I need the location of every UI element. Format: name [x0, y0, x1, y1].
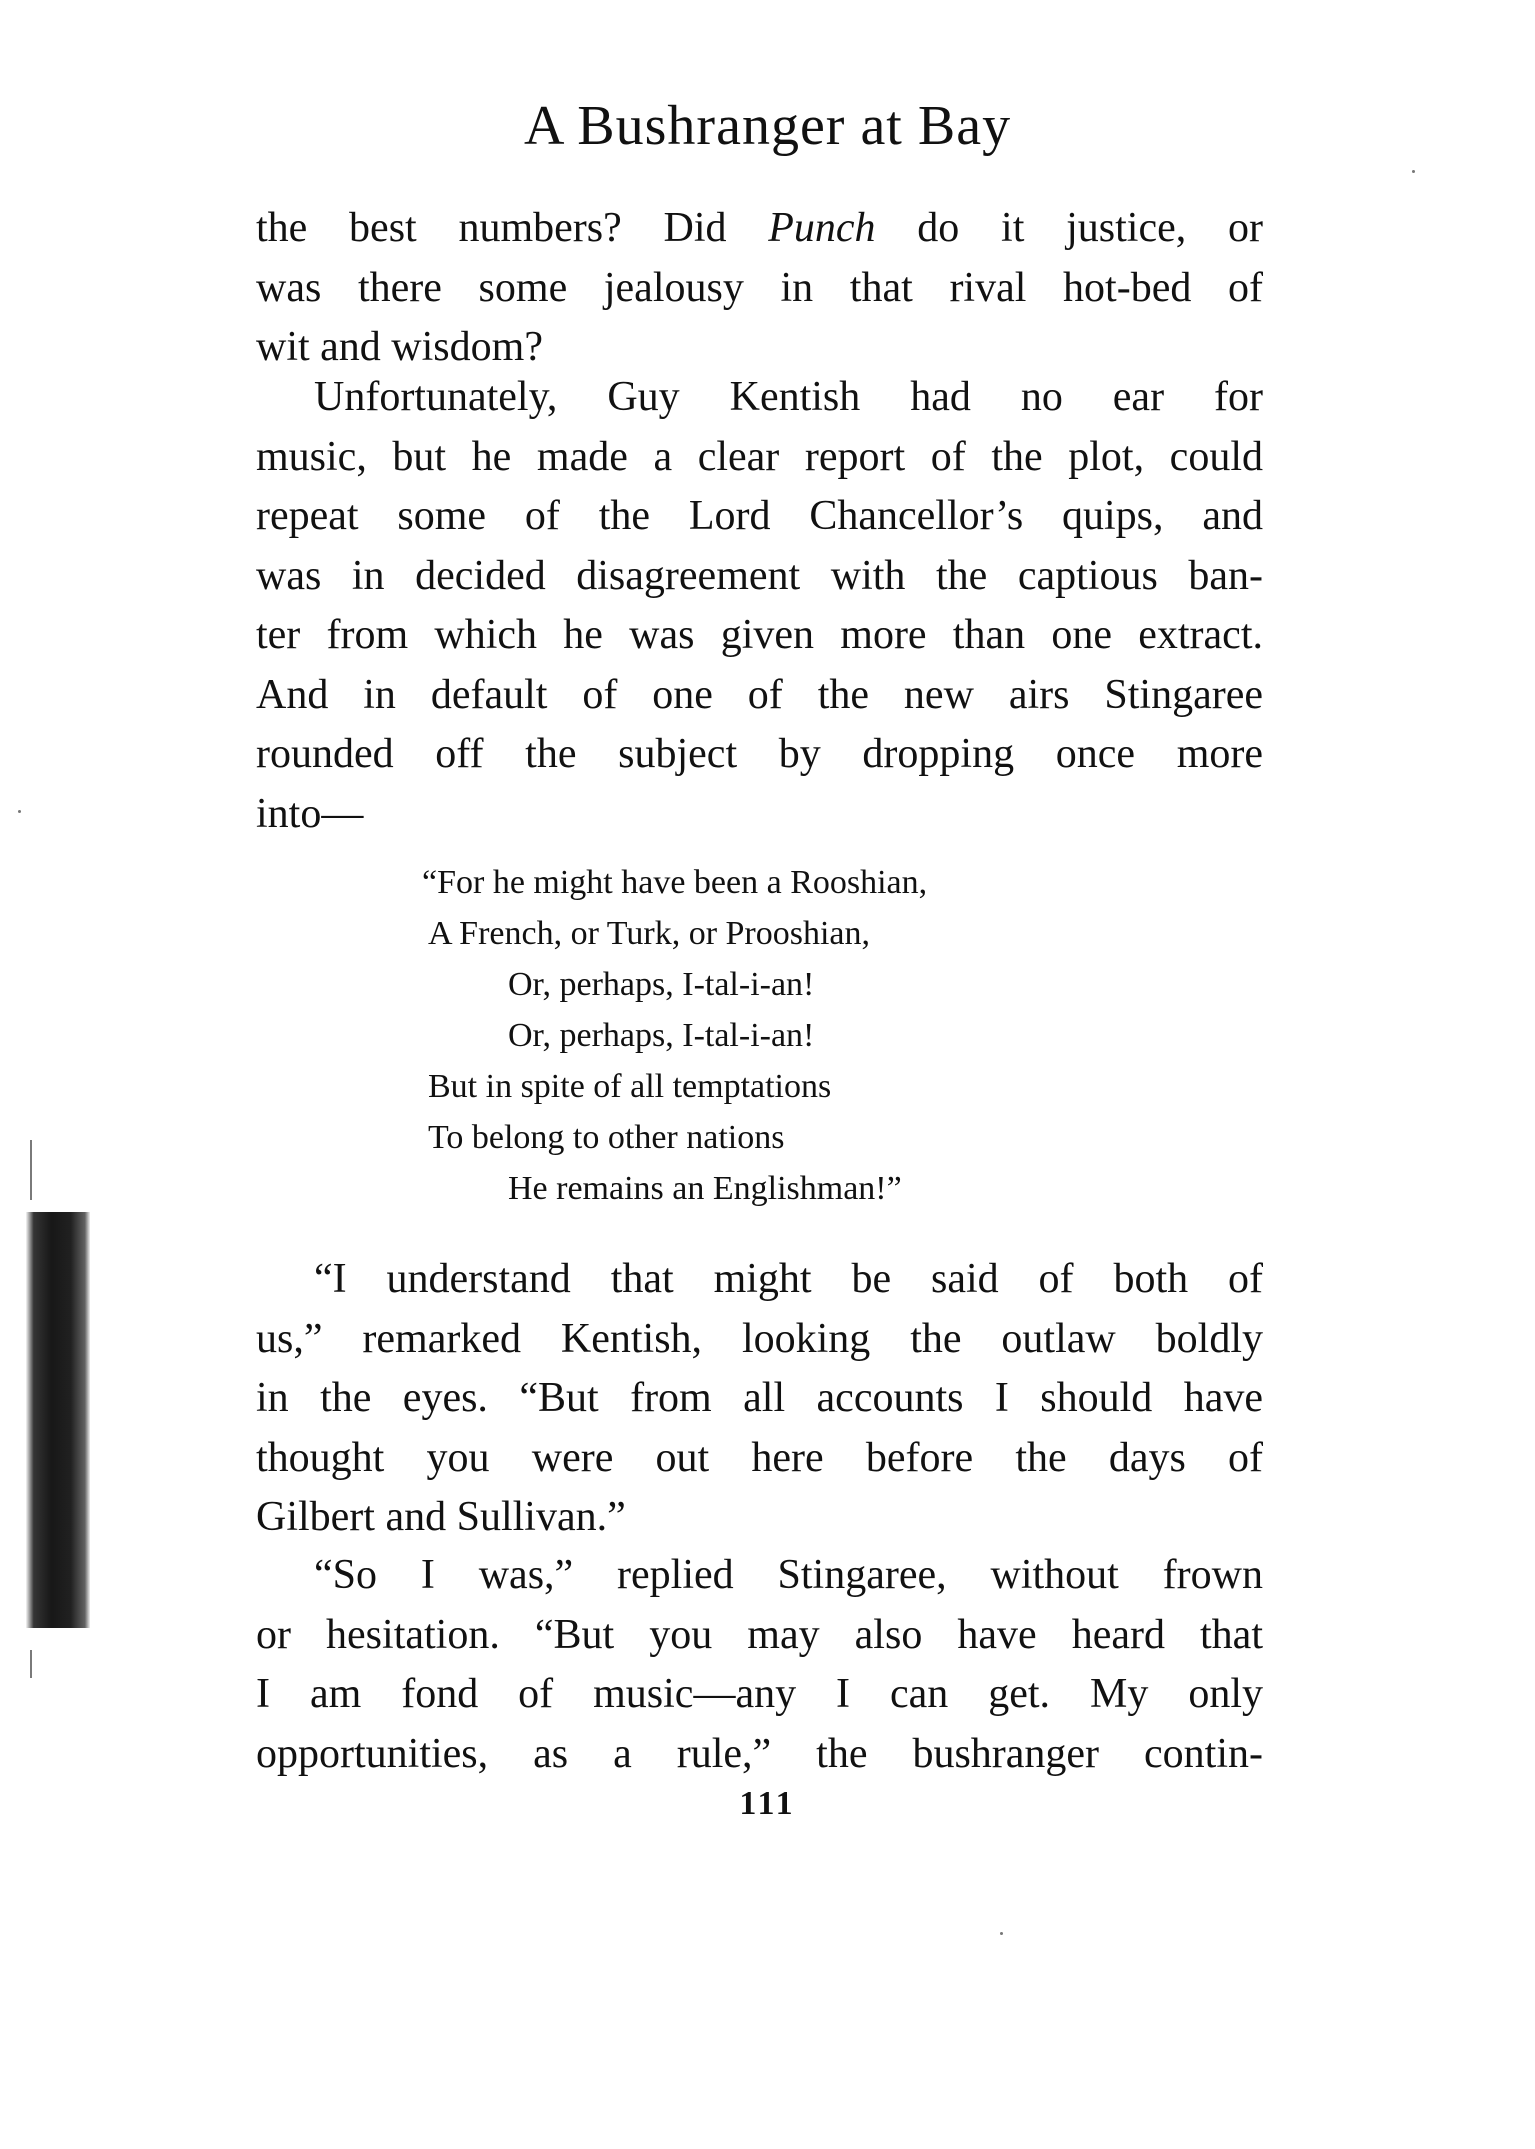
text-line: wit and wisdom? [256, 324, 543, 370]
text-line: Unfortunately, Guy Kentish had no ear for [314, 374, 1263, 420]
paragraph [256, 1250, 1263, 1548]
text-line: us,” remarked Kentish, looking the outlaw boldly [256, 1315, 1263, 1362]
text-line: into— [256, 790, 364, 837]
text-line: music, but he made a clear report of the plot, could [256, 433, 1263, 480]
text-line: repeat some of the Lord Chancellor’s quips, and [256, 493, 1263, 539]
text-line: I am fond of music—any I can get. My only [256, 1671, 1263, 1717]
scan-dot-artifact [1000, 1932, 1003, 1935]
periodical-title: Punch [768, 205, 876, 251]
paragraph-continued [256, 199, 1263, 378]
verse-line: But in spite of all temptations [428, 1068, 832, 1105]
text-line: Gilbert and Sullivan.” [256, 1494, 626, 1540]
text-line: or hesitation. “But you may also have heard that [256, 1611, 1263, 1658]
verse-line: “For he might have been a Rooshian, [422, 864, 928, 901]
scan-speck-artifact [30, 1650, 32, 1678]
text-line: was there some jealousy in that rival hot-bed of [256, 264, 1263, 311]
text-line: “I understand that might be said of both of [314, 1256, 1263, 1302]
verse-line: A French, or Turk, or Prooshian, [428, 915, 871, 952]
scan-dot-artifact [18, 810, 21, 813]
verse-line: Or, perhaps, I-tal-i-an! [508, 966, 815, 1003]
paragraph [256, 1546, 1263, 1784]
paragraph [256, 368, 1263, 844]
text-line: the best numbers? Did Punch do it justice, or [256, 205, 1263, 251]
page-number: 111 [739, 1785, 796, 1822]
running-title: A Bushranger at Bay [523, 95, 1012, 157]
text-line: opportunities, as a rule,” the bushranger contin- [256, 1730, 1263, 1777]
scan-shadow-artifact [26, 1212, 90, 1628]
text-line: thought you were out here before the days of [256, 1434, 1263, 1481]
text-line: in the eyes. “But from all accounts I should have [256, 1375, 1263, 1421]
scan-dot-artifact [1412, 170, 1415, 173]
text-line: rounded off the subject by dropping once more [256, 731, 1263, 777]
text-line: “So I was,” replied Stingaree, without frown [314, 1552, 1263, 1598]
scan-speck-artifact [30, 1140, 32, 1200]
text-line: ter from which he was given more than one extract. [256, 612, 1263, 658]
text-line: was in decided disagreement with the captious ban- [256, 552, 1263, 599]
verse-line: He remains an Englishman!” [508, 1170, 902, 1207]
verse-line: To belong to other nations [428, 1119, 785, 1156]
song-verse [422, 857, 927, 1214]
verse-line: Or, perhaps, I-tal-i-an! [508, 1017, 815, 1054]
text-line: And in default of one of the new airs Stingaree [256, 671, 1263, 718]
